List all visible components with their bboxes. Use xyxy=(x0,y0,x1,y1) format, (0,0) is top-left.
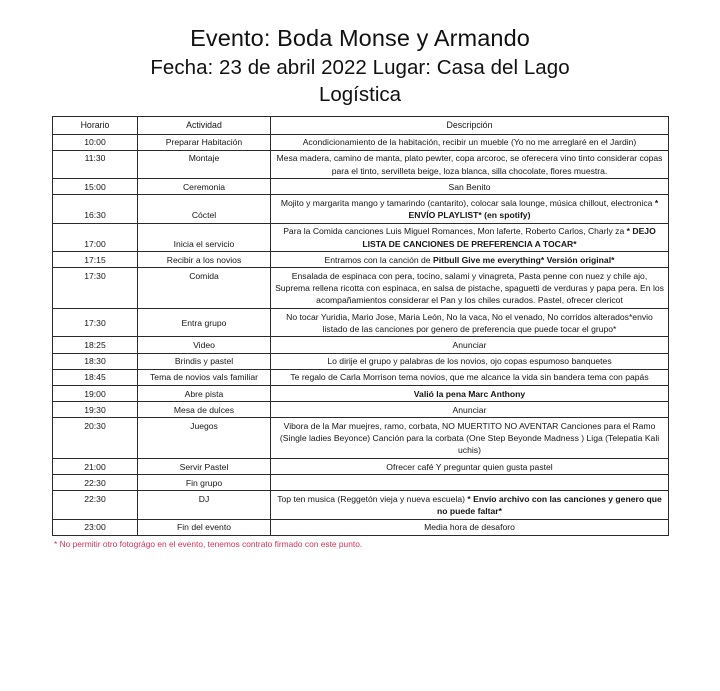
event-title: Evento: Boda Monse y Armando xyxy=(190,25,530,51)
table-row xyxy=(53,491,669,519)
description-text: San Benito xyxy=(448,181,491,192)
section-heading-logistica: Logística xyxy=(318,82,402,106)
schedule-table xyxy=(52,116,669,536)
table-row xyxy=(53,519,669,535)
description-text: Media hora de desaforo xyxy=(424,522,515,533)
cell-actividad: DJ xyxy=(138,491,271,519)
cell-descripcion xyxy=(271,309,669,337)
cell-actividad: Tema de novios vals familiar xyxy=(138,369,271,385)
cell-horario: 16:30 xyxy=(53,195,138,223)
table-row xyxy=(53,150,669,178)
cell-horario: 22:30 xyxy=(53,475,138,491)
cell-actividad: Brindis y pastel xyxy=(138,353,271,369)
event-date-venue: Fecha: 23 de abril 2022 Lugar: Casa del Lago xyxy=(150,55,570,79)
table-header-row xyxy=(53,117,669,134)
table-row xyxy=(53,475,669,491)
description-text: Te regalo de Carla Morrison tema novios, que me alcance la vida sin bandera tema con papás xyxy=(290,372,649,383)
description-emphasis: Pitbull Give me everything* Versión original* xyxy=(432,254,615,265)
table-row xyxy=(53,386,669,402)
cell-actividad: Fin del evento xyxy=(138,519,271,535)
cell-descripcion xyxy=(271,475,669,491)
description-text: Anunciar xyxy=(452,339,487,350)
cell-horario: 22:30 xyxy=(53,491,138,519)
cell-descripcion xyxy=(271,519,669,535)
cell-actividad: Preparar Habitación xyxy=(138,134,271,150)
cell-descripcion xyxy=(271,268,669,309)
description-emphasis: * DEJO LISTA DE CANCIONES DE PREFERENCIA A TOCAR* xyxy=(362,226,656,249)
cell-descripcion xyxy=(271,369,669,385)
cell-horario: 19:30 xyxy=(53,402,138,418)
table-row xyxy=(53,353,669,369)
description-text: Ensalada de espinaca con pera, tocino, salami y vinagreta, Pasta penne con nuez y chile ajo, Suprema rellena ricotta con espinaca, en salsa de pistache, spaguetti de verduras y papa pera. En los acompañamientos considerar el Pan y los chiles curados. Pastel, ofrecer clericot xyxy=(275,270,664,306)
column-header-horario: Horario xyxy=(53,117,138,134)
description-text: Entramos con la canción de xyxy=(324,254,433,265)
cell-actividad: Juegos xyxy=(138,418,271,459)
schedule-table-container xyxy=(52,116,668,536)
cell-horario: 17:30 xyxy=(53,309,138,337)
cell-descripcion xyxy=(271,402,669,418)
cell-actividad: Mesa de dulces xyxy=(138,402,271,418)
cell-actividad: Servir Pastel xyxy=(138,459,271,475)
cell-horario: 15:00 xyxy=(53,179,138,195)
description-text: Lo dirije el grupo y palabras de los novios, ojo copas espumoso banquetes xyxy=(327,356,612,367)
schedule-table-body xyxy=(53,134,669,535)
cell-actividad: Entra grupo xyxy=(138,309,271,337)
cell-actividad: Video xyxy=(138,337,271,353)
cell-horario: 18:30 xyxy=(53,353,138,369)
cell-horario: 11:30 xyxy=(53,150,138,178)
cell-actividad: Cóctel xyxy=(138,195,271,223)
table-row xyxy=(53,134,669,150)
cell-actividad: Recibir a los novios xyxy=(138,252,271,268)
table-row xyxy=(53,402,669,418)
table-row xyxy=(53,268,669,309)
cell-descripcion xyxy=(271,418,669,459)
cell-actividad: Fin grupo xyxy=(138,475,271,491)
document-header xyxy=(0,0,720,108)
schedule-table-head xyxy=(53,117,669,134)
description-text: No tocar Yuridia, Mario Jose, Maria León, No la vaca, No el venado, No corridos alterados*envio listado de las canciones por genero de preferencia que puede tocar el grupo* xyxy=(286,311,653,334)
column-header-actividad: Actividad xyxy=(138,117,271,134)
description-text: Mojito y margarita mango y tamarindo (cantarito), colocar sala lounge, música chillout, electronica xyxy=(280,197,655,208)
cell-descripcion xyxy=(271,179,669,195)
cell-horario: 17:00 xyxy=(53,223,138,251)
table-row xyxy=(53,369,669,385)
description-text: Top ten musica (Reggetón vieja y nueva escuela) xyxy=(277,493,468,504)
cell-actividad: Comida xyxy=(138,268,271,309)
cell-descripcion xyxy=(271,386,669,402)
table-row xyxy=(53,252,669,268)
description-text: Vibora de la Mar muejres, ramo, corbata, NO MUERTITO NO AVENTAR Canciones para el Ramo (Single ladies Beyonce) Canción para la corbata (One Step Beyonde Madness ) Liga (Telepatia Kali uchis) xyxy=(279,420,660,456)
description-text: Mesa madera, camino de manta, plato pewter, copa arcoroc, se oferecera vino tinto considerar copas para el tinto, servilleta beige, loza blanca, silla chocolate, flores muestra. xyxy=(276,153,663,176)
table-row xyxy=(53,309,669,337)
cell-descripcion xyxy=(271,223,669,251)
cell-actividad: Inicia el servicio xyxy=(138,223,271,251)
cell-horario: 10:00 xyxy=(53,134,138,150)
table-row xyxy=(53,459,669,475)
column-header-descripcion: Descripción xyxy=(271,117,669,134)
cell-descripcion xyxy=(271,353,669,369)
cell-horario: 20:30 xyxy=(53,418,138,459)
cell-descripcion xyxy=(271,150,669,178)
cell-descripcion xyxy=(271,459,669,475)
cell-horario: 17:30 xyxy=(53,268,138,309)
table-row xyxy=(53,195,669,223)
description-emphasis: * Envío archivo con las canciones y genero que no puede faltar* xyxy=(437,493,662,517)
description-text: Ofrecer café Y preguntar quien gusta pastel xyxy=(386,461,553,472)
table-row xyxy=(53,223,669,251)
table-row xyxy=(53,418,669,459)
table-row xyxy=(53,337,669,353)
description-text: Para la Comida canciones Luis Miguel Romances, Mon laferte, Roberto Carlos, Charly za xyxy=(283,226,627,237)
description-emphasis: * ENVÍO PLAYLIST* (en spotify) xyxy=(408,197,659,221)
cell-horario: 18:45 xyxy=(53,369,138,385)
table-row xyxy=(53,179,669,195)
cell-descripcion xyxy=(271,337,669,353)
cell-descripcion xyxy=(271,195,669,223)
description-emphasis: Valió la pena Marc Anthony xyxy=(413,388,526,399)
footnote-note: * No permitir otro fotográgo en el evento, tenemos contrato firmado con este punto. xyxy=(54,539,363,550)
cell-horario: 23:00 xyxy=(53,519,138,535)
cell-horario: 18:25 xyxy=(53,337,138,353)
cell-horario: 17:15 xyxy=(53,252,138,268)
cell-descripcion xyxy=(271,252,669,268)
description-text: Acondicionamiento de la habitación, recibir un mueble (Yo no me arreglaré en el Jardin) xyxy=(302,137,637,148)
cell-horario: 21:00 xyxy=(53,459,138,475)
cell-actividad: Ceremonia xyxy=(138,179,271,195)
cell-descripcion xyxy=(271,134,669,150)
cell-horario: 19:00 xyxy=(53,386,138,402)
cell-descripcion xyxy=(271,491,669,519)
cell-actividad: Abre pista xyxy=(138,386,271,402)
description-text: Anunciar xyxy=(452,404,487,415)
cell-actividad: Montaje xyxy=(138,150,271,178)
